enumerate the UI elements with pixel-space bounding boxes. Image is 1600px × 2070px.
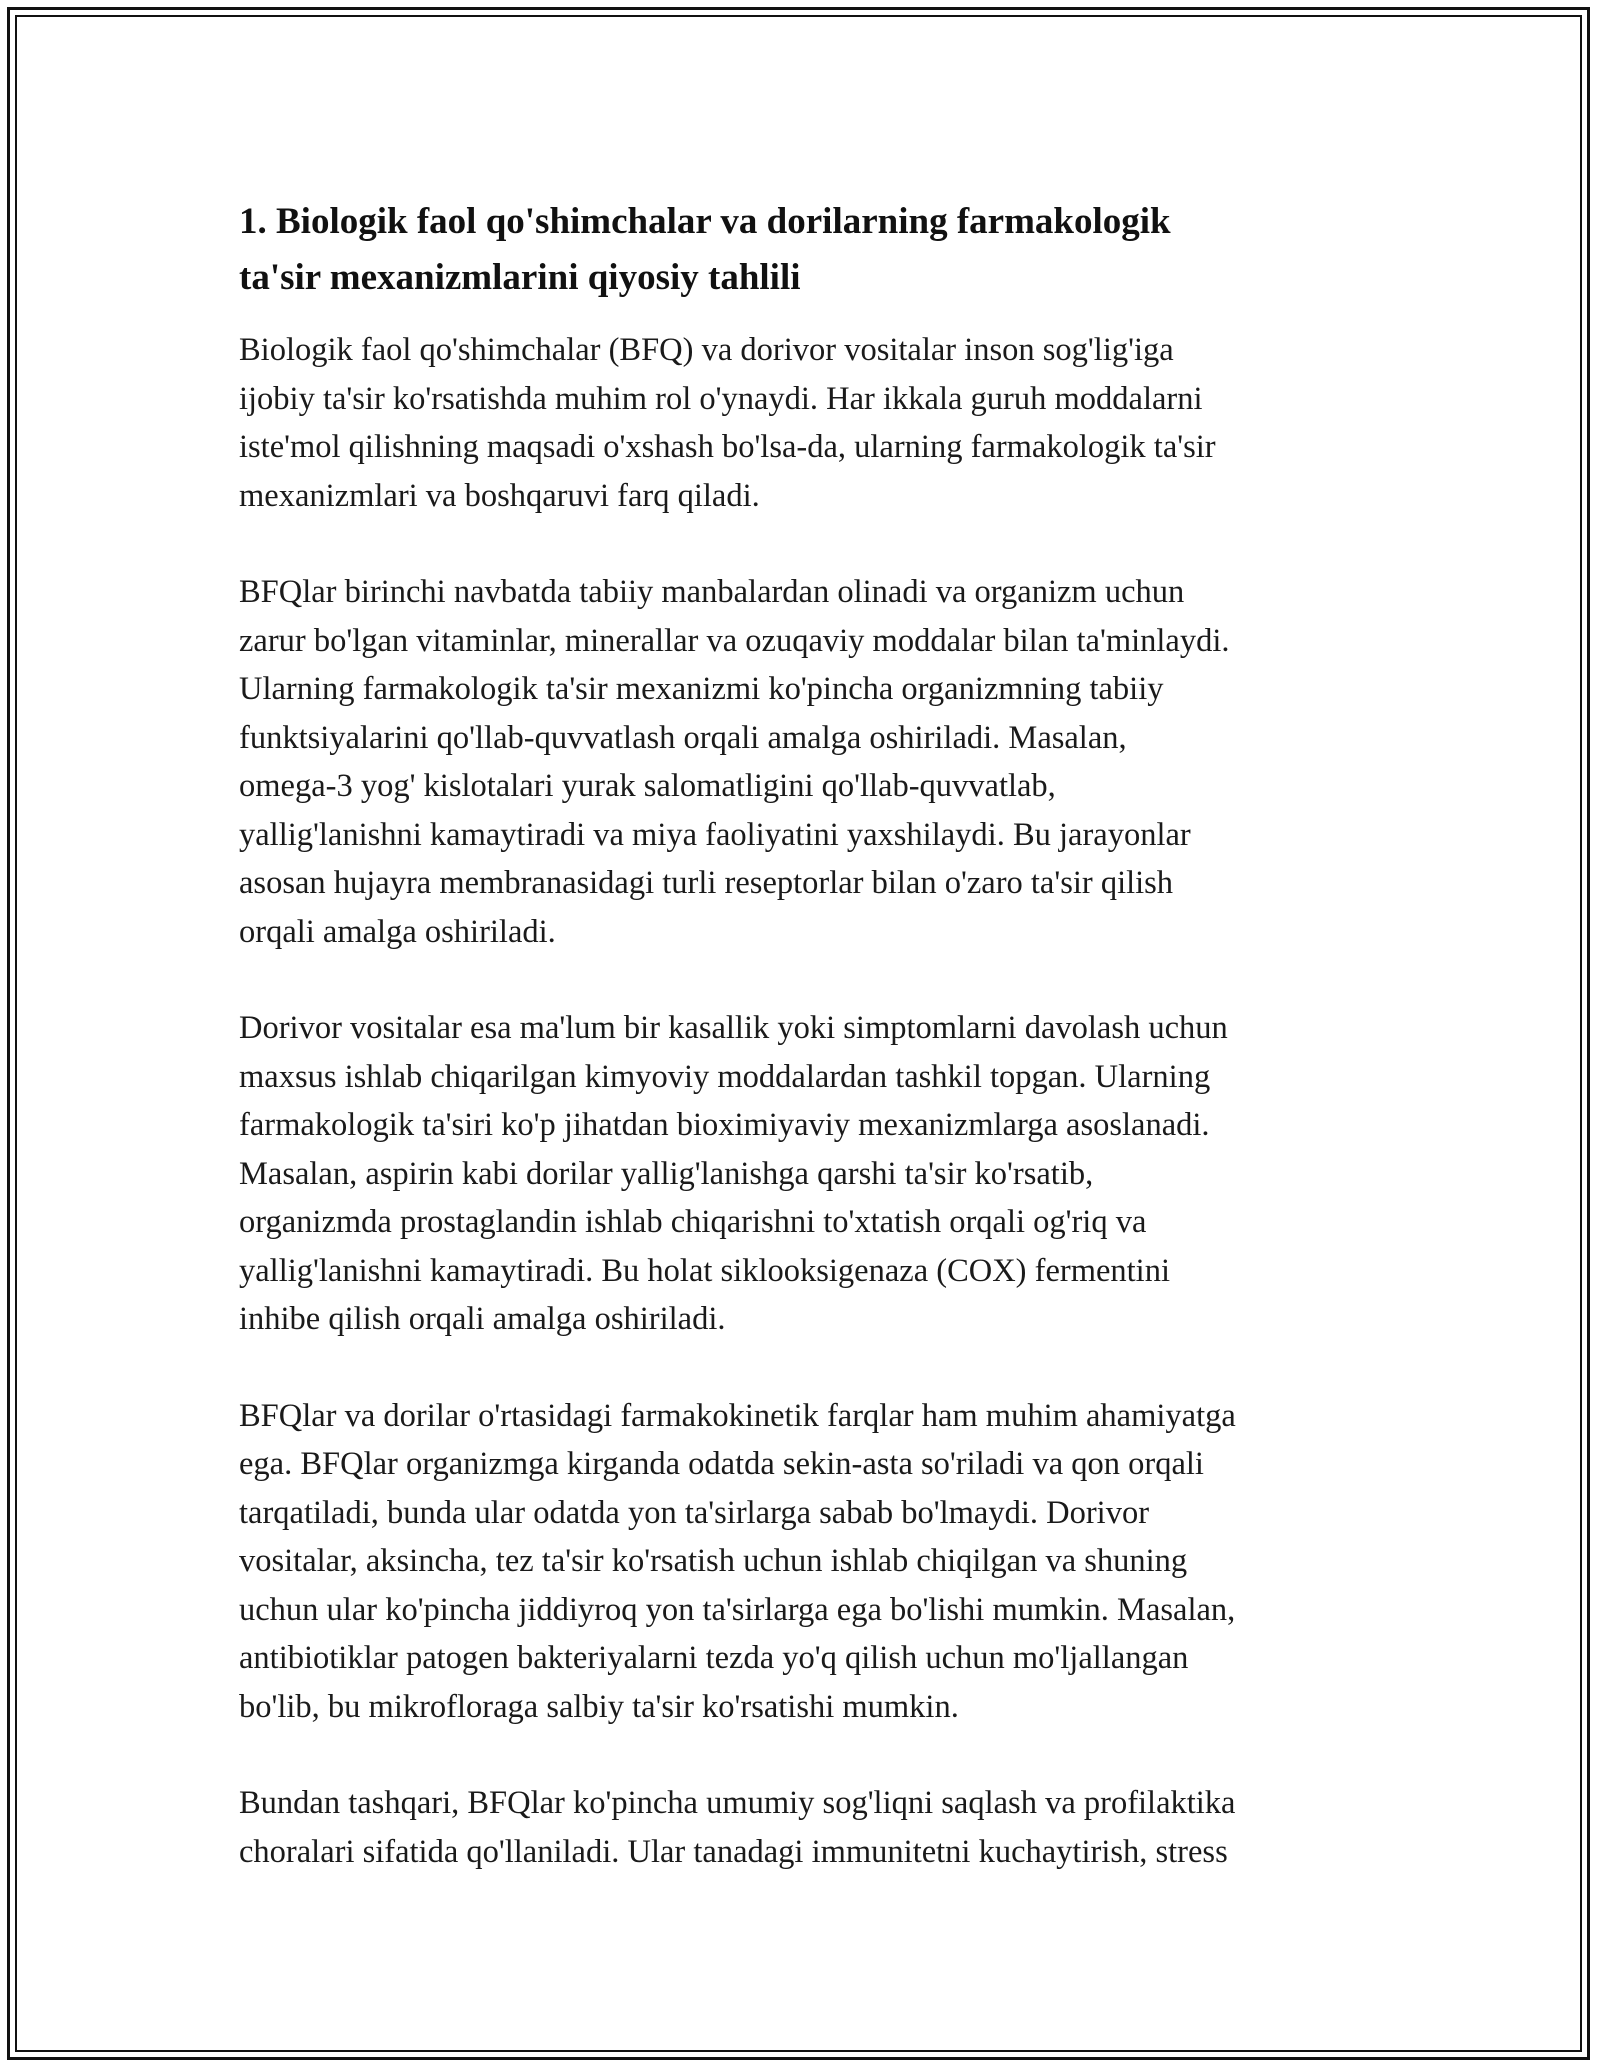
text-line: asosan hujayra membranasidagi turli reseptorlar bilan o'zaro ta'sir qilish [239,865,1174,901]
paragraph-4 [239,1392,1389,1732]
text-line: Biologik faol qo'shimchalar (BFQ) va dorivor vositalar inson sog'lig'iga [239,332,1174,368]
text-line: yallig'lanishni kamaytiradi. Bu holat siklooksigenaza (COX) fermentini [239,1252,1170,1289]
text-line: Masalan, aspirin kabi dorilar yallig'lanishga qarshi ta'sir ko'rsatib, [239,1155,1094,1192]
text-line: bo'lib, bu mikrofloraga salbiy ta'sir ko'rsatishi mumkin. [239,1688,959,1725]
text-line: BFQlar va dorilar o'rtasidagi farmakokinetik farqlar ham muhim ahamiyatga [239,1397,1236,1434]
text-line: organizmda prostaglandin ishlab chiqarishni to'xtatish orqali og'riq va [239,1204,1147,1240]
text-line: iste'mol qilishning maqsadi o'xshash bo'lsa-da, ularning farmakologik ta'sir [239,429,1216,465]
text-line: mexanizmlari va boshqaruvi farq qiladi. [239,477,760,514]
text-line: choralari sifatida qo'llaniladi. Ular tanadagi immunitetni kuchaytirish, stress [239,1833,1228,1870]
text-line: tarqatiladi, bunda ular odatda yon ta'sirlarga sabab bo'lmaydi. Dorivor [239,1494,1150,1531]
text-line: farmakologik ta'siri ko'p jihatdan bioximiyaviy mexanizmlarga asoslanadi. [239,1107,1210,1143]
text-line: zarur bo'lgan vitaminlar, minerallar va ozuqaviy moddalar bilan ta'minlaydi. [239,622,1230,659]
text-line: funktsiyalarini qo'llab-quvvatlash orqali amalga oshiriladi. Masalan, [239,719,1127,756]
section-title [239,194,1389,306]
text-line: uchun ular ko'pincha jiddiyroq yon ta'sirlarga ega bo'lishi mumkin. Masalan, [239,1591,1236,1628]
title-line: 1. Biologik faol qo'shimchalar va dorilarning farmakologik [239,201,1171,242]
text-line: BFQlar birinchi navbatda tabiiy manbalardan olinadi va organizm uchun [239,574,1185,610]
title-line: ta'sir mexanizmlarini qiyosiy tahlili [239,257,801,298]
text-line: antibiotiklar patogen bakteriyalarni tezda yo'q qilish uchun mo'ljallangan [239,1640,1189,1676]
text-line: ijobiy ta'sir ko'rsatishda muhim rol o'ynaydi. Har ikkala guruh moddalarni [239,380,1203,417]
document-body [239,194,1389,1924]
text-line: omega-3 yog' kislotalari yurak salomatligini qo'llab-quvvatlab, [239,768,1056,804]
text-line: vositalar, aksincha, tez ta'sir ko'rsatish uchun ishlab chiqilgan va shuning [239,1543,1188,1579]
text-line: Bundan tashqari, BFQlar ko'pincha umumiy sog'liqni saqlash va profilaktika [239,1785,1236,1821]
paragraph-1 [239,326,1389,520]
paragraph-2 [239,568,1389,956]
text-line: yallig'lanishni kamaytiradi va miya faoliyatini yaxshilaydi. Bu jarayonlar [239,816,1191,853]
text-line: Ularning farmakologik ta'sir mexanizmi ko'pincha organizmning tabiiy [239,671,1164,707]
paragraph-5 [239,1779,1389,1876]
text-line: ega. BFQlar organizmga kirganda odatda sekin-asta so'riladi va qon orqali [239,1446,1204,1482]
text-line: inhibe qilish orqali amalga oshiriladi. [239,1301,726,1337]
text-line: orqali amalga oshiriladi. [239,913,556,950]
paragraph-3 [239,1004,1389,1344]
page-frame [7,7,1590,2060]
text-line: maxsus ishlab chiqarilgan kimyoviy moddalardan tashkil topgan. Ularning [239,1058,1211,1095]
text-line: Dorivor vositalar esa ma'lum bir kasallik yoki simptomlarni davolash uchun [239,1010,1228,1046]
